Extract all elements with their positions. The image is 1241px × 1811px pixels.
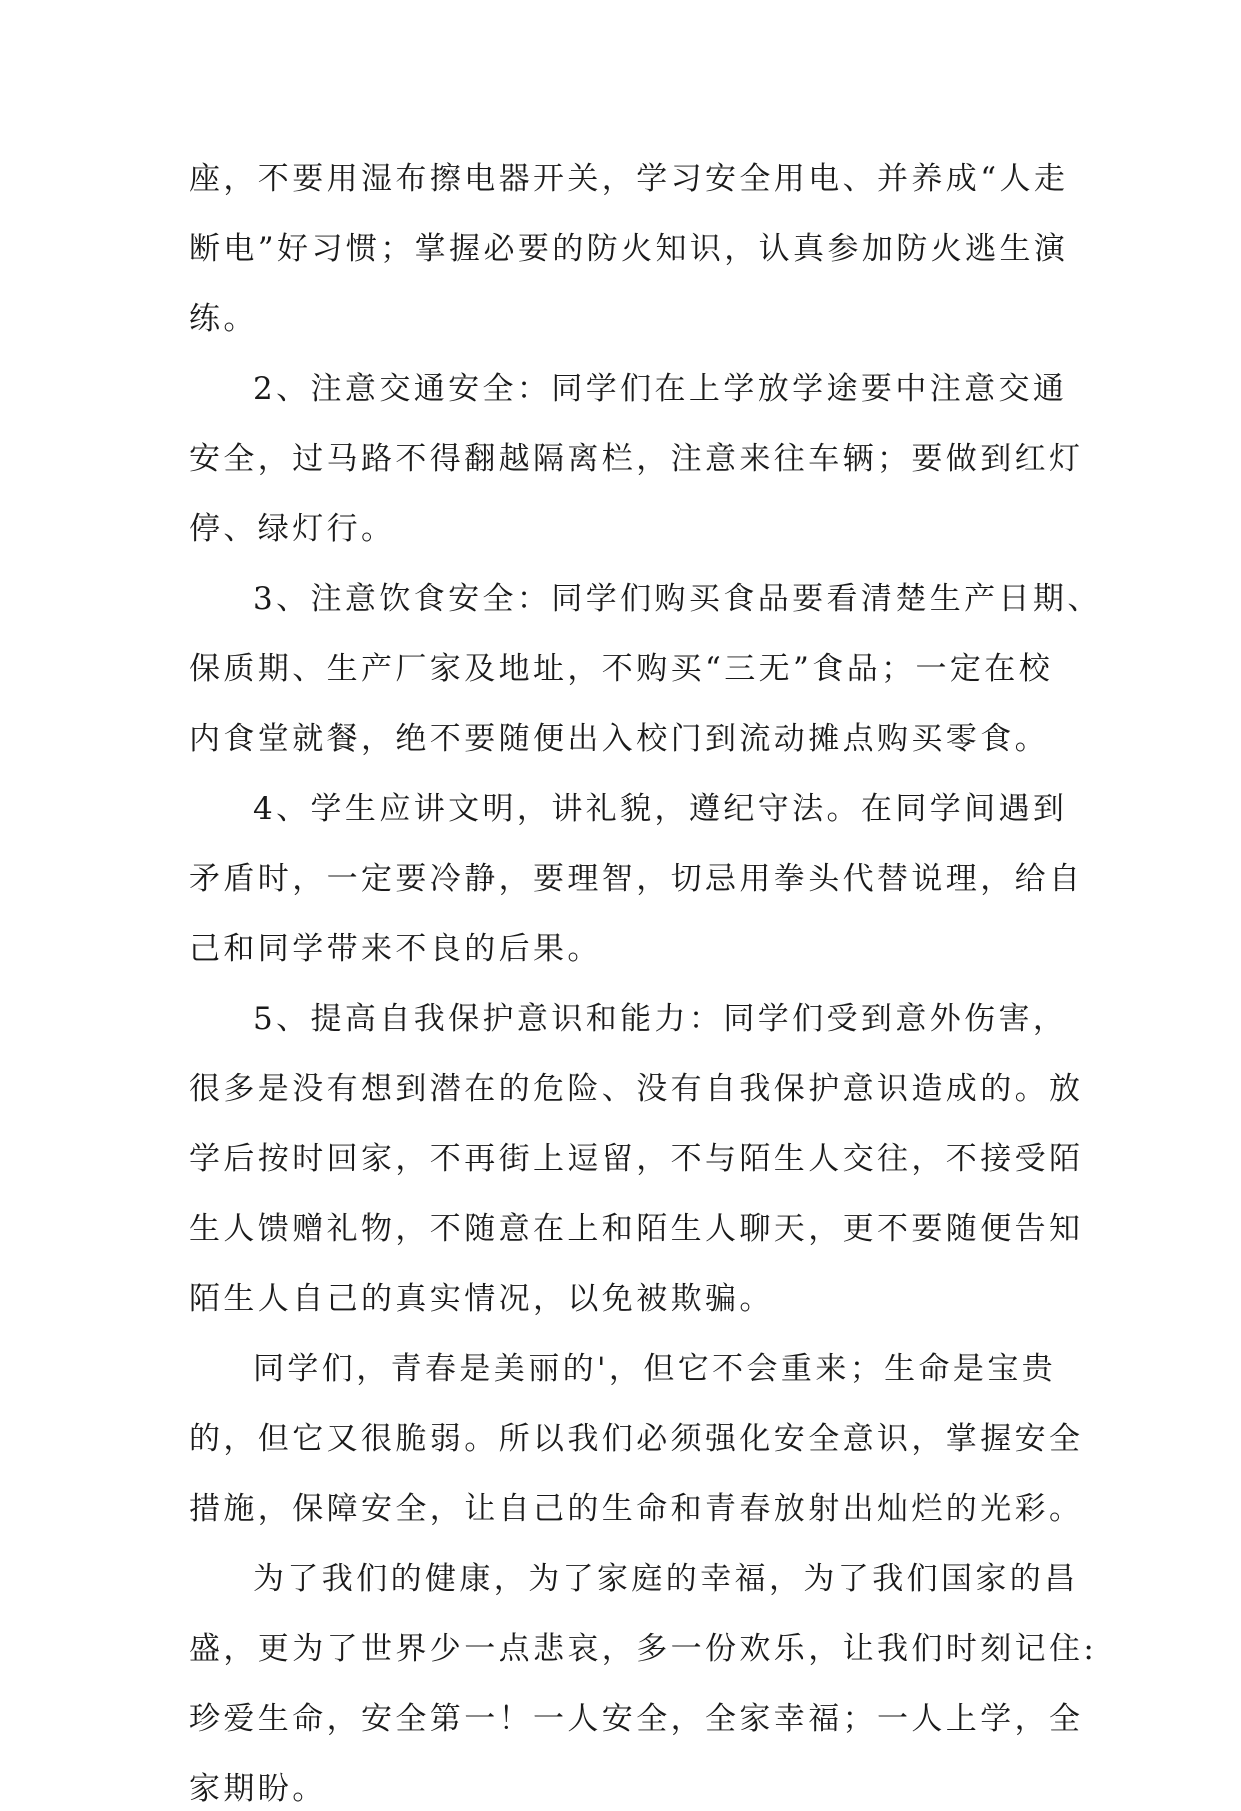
text-line: 生人馈赠礼物，不随意在上和陌生人聊天，更不要随便告知 [189, 1211, 1084, 1247]
text-line: 断电”好习惯；掌握必要的防火知识，认真参加防火逃生演 [189, 231, 1069, 267]
paragraph-start-line: 同学们，青春是美丽的'，但它不会重来；生命是宝贵 [253, 1351, 1057, 1387]
paragraph-start-line: 2、注意交通安全：同学们在上学放学途要中注意交通 [253, 371, 1068, 407]
text-line: 学后按时回家，不再街上逗留，不与陌生人交往，不接受陌 [189, 1141, 1084, 1177]
text-line: 家期盼。 [189, 1771, 327, 1807]
text-line: 练。 [189, 301, 258, 337]
text-line: 盛，更为了世界少一点悲哀，多一份欢乐，让我们时刻记住: [189, 1631, 1098, 1667]
text-line: 珍爱生命，安全第一！一人安全，全家幸福；一人上学，全 [189, 1701, 1084, 1737]
text-line: 停、绿灯行。 [189, 511, 396, 547]
text-line: 内食堂就餐，绝不要随便出入校门到流动摊点购买零食。 [189, 721, 1049, 757]
paragraph-start-line: 3、注意饮食安全：同学们购买食品要看清楚生产日期、 [253, 581, 1102, 617]
paragraph-start-line: 为了我们的健康，为了家庭的幸福，为了我们国家的昌 [253, 1561, 1079, 1597]
text-line: 陌生人自己的真实情况，以免被欺骗。 [189, 1281, 774, 1317]
text-line: 的，但它又很脆弱。所以我们必须强化安全意识，掌握安全 [189, 1421, 1084, 1457]
paragraph-start-line: 4、学生应讲文明，讲礼貌，遵纪守法。在同学间遇到 [253, 791, 1068, 827]
text-line: 矛盾时，一定要冷静，要理智，切忌用拳头代替说理，给自 [189, 861, 1084, 897]
text-line: 座，不要用湿布擦电器开关，学习安全用电、并养成“人走 [189, 161, 1069, 197]
text-line: 安全，过马路不得翻越隔离栏，注意来往车辆；要做到红灯 [189, 441, 1084, 477]
paragraph-start-line: 5、提高自我保护意识和能力：同学们受到意外伤害， [253, 1001, 1068, 1037]
text-line: 很多是没有想到潜在的危险、没有自我保护意识造成的。放 [189, 1071, 1084, 1107]
text-line: 措施，保障安全，让自己的生命和青春放射出灿烂的光彩。 [189, 1491, 1084, 1527]
text-line: 保质期、生产厂家及地址，不购买“三无”食品；一定在校 [189, 651, 1054, 687]
text-line: 己和同学带来不良的后果。 [189, 931, 602, 967]
